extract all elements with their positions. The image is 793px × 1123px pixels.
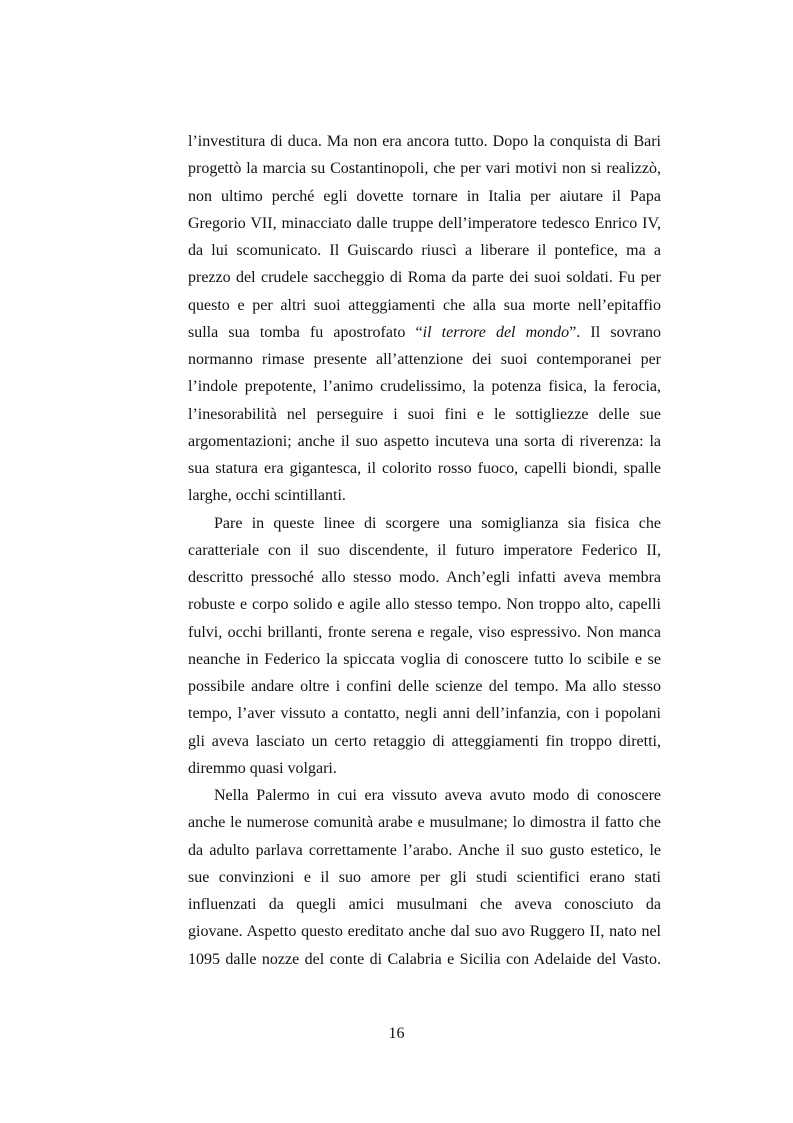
text-line: l’inesorabilità nel perseguire i suoi fini e le sottigliezze delle sue — [188, 405, 661, 423]
paragraph-2 — [188, 510, 661, 783]
text-line: possibile andare oltre i confini delle scienze del tempo. Ma allo stesso — [188, 678, 661, 695]
text-line: Gregorio VII, minacciato dalle truppe dell’imperatore tedesco Enrico IV, — [188, 214, 661, 232]
text-line: gli aveva lasciato un certo retaggio di atteggiamenti fin troppo diretti, — [188, 732, 661, 750]
text-line: questo e per altri suoi atteggiamenti che alla sua morte nell’epitaffio — [188, 296, 661, 314]
text-line: caratteriale con il suo discendente, il futuro imperatore Federico II, — [188, 541, 661, 559]
italic-quote: il terrore del mondo — [422, 323, 570, 341]
text-segment: sulla sua tomba fu apostrofato “ — [188, 323, 423, 341]
paragraph-3 — [188, 782, 661, 973]
text-line: Pare in queste linee di scorgere una somiglianza sia fisica che — [214, 514, 661, 532]
text-line: argomentazioni; anche il suo aspetto incuteva una sorta di riverenza: la — [188, 432, 661, 450]
text-line: da adulto parlava correttamente l’arabo. Anche il suo gusto estetico, le — [188, 841, 661, 859]
text-line: 1095 dalle nozze del conte di Calabria e Sicilia con Adelaide del Vasto. — [188, 950, 661, 968]
text-line: larghe, occhi scintillanti. — [188, 487, 346, 505]
text-line: prezzo del crudele saccheggio di Roma da parte dei suoi soldati. Fu per — [188, 269, 661, 287]
text-line: giovane. Aspetto questo ereditato anche dal suo avo Ruggero II, nato nel — [188, 923, 661, 941]
text-line: Nella Palermo in cui era vissuto aveva avuto modo di conoscere — [214, 787, 661, 804]
text-line: diremmo quasi volgari. — [188, 759, 337, 777]
text-line: neanche in Federico la spiccata voglia di conoscere tutto lo scibile e se — [188, 650, 661, 668]
text-segment: ”. Il sovrano — [569, 323, 661, 341]
text-line: l’investitura di duca. Ma non era ancora tutto. Dopo la conquista di Bari — [188, 133, 661, 150]
text-line: influenzati da quegli amici musulmani che aveva conosciuto da — [188, 896, 661, 913]
page-number: 16 — [388, 1025, 405, 1042]
text-line: l’indole prepotente, l’animo crudelissimo, la potenza fisica, la ferocia, — [188, 378, 661, 396]
page-body — [188, 128, 661, 973]
text-line: sue convinzioni e il suo amore per gli studi scientifici erano stati — [188, 868, 661, 886]
text-line — [188, 319, 661, 346]
text-line: robuste e corpo solido e agile allo stesso tempo. Non troppo alto, capelli — [188, 596, 661, 614]
text-line: progettò la marcia su Costantinopoli, che per vari motivi non si realizzò, — [188, 160, 661, 178]
text-line: da lui scomunicato. Il Guiscardo riuscì a liberare il pontefice, ma a — [188, 242, 661, 259]
text-line: tempo, l’aver vissuto a contatto, negli anni dell’infanzia, con i popolani — [188, 705, 661, 723]
text-line: sua statura era gigantesca, il colorito rosso fuoco, capelli biondi, spalle — [188, 460, 661, 477]
text-line: non ultimo perché egli dovette tornare in Italia per aiutare il Papa — [188, 187, 661, 205]
text-line: normanno rimase presente all’attenzione dei suoi contemporanei per — [188, 351, 661, 368]
text-line: descritto pressoché allo stesso modo. Anch’egli infatti aveva membra — [188, 569, 661, 586]
paragraph-1 — [188, 128, 661, 510]
text-line: fulvi, occhi brillanti, fronte serena e regale, viso espressivo. Non manca — [188, 623, 661, 641]
text-line: anche le numerose comunità arabe e musulmane; lo dimostra il fatto che — [188, 814, 661, 832]
